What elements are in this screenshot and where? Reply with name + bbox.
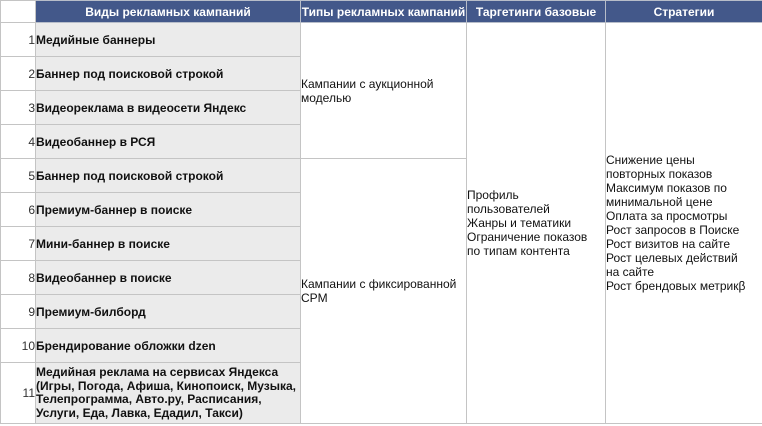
corner-cell — [1, 1, 36, 23]
campaign-kind-cell: Медийная реклама на сервисах Яндекса (Игры, Погода, Афиша, Кинопоиск, Музыка, Телепрограмма, Авто.ру, Расписания, Услуги, Еда, Лавка, Едадил, Такси) — [36, 363, 301, 424]
targeting-cell — [467, 23, 606, 424]
campaign-kind-cell: Брендирование обложки dzen — [36, 329, 301, 363]
campaign-kind-cell: Баннер под поисковой строкой — [36, 159, 301, 193]
strategy-line: Рост запросов в Поиске — [606, 223, 740, 237]
strategy-line: Оплата за просмотры — [606, 209, 728, 223]
row-number: 11 — [1, 363, 36, 424]
row-number: 9 — [1, 295, 36, 329]
header-strategies: Стратегии — [606, 1, 762, 23]
strategy-line: Рост визитов на сайте — [606, 237, 731, 251]
row-number: 8 — [1, 261, 36, 295]
row-number: 4 — [1, 125, 36, 159]
header-row — [1, 1, 762, 23]
type-auction-cell — [301, 23, 467, 159]
strategy-line: минимальной цене — [606, 195, 713, 209]
header-kinds: Виды рекламных кампаний — [36, 1, 301, 23]
strategy-line: повторных показов — [606, 167, 713, 181]
targeting-line: Профиль — [467, 188, 519, 202]
table-row — [1, 23, 762, 57]
strategy-line: Рост целевых действий — [606, 251, 738, 265]
campaign-kind-cell: Медийные баннеры — [36, 23, 301, 57]
type-fixed-line: Кампании с фиксированной — [301, 277, 457, 291]
targeting-line: Ограничение показов — [467, 230, 588, 244]
type-fixed-cell — [301, 159, 467, 424]
strategy-line: Снижение цены — [606, 153, 695, 167]
type-fixed-line: CPM — [301, 291, 328, 305]
targeting-line: пользователей — [467, 202, 550, 216]
strategy-line: на сайте — [606, 265, 655, 279]
row-number: 10 — [1, 329, 36, 363]
row-number: 7 — [1, 227, 36, 261]
type-auction-line: Кампании с аукционной — [301, 76, 434, 91]
row-number: 6 — [1, 193, 36, 227]
header-types: Типы рекламных кампаний — [301, 1, 467, 23]
campaign-kind-cell: Видеобаннер в поиске — [36, 261, 301, 295]
strategy-line: Рост брендовых метрикβ — [606, 279, 746, 293]
campaign-kind-cell: Премиум-баннер в поиске — [36, 193, 301, 227]
targeting-line: Жанры и тематики — [467, 216, 572, 230]
strategy-line: Максимум показов по — [606, 181, 727, 195]
row-number: 2 — [1, 57, 36, 91]
campaign-kind-cell: Баннер под поисковой строкой — [36, 57, 301, 91]
row-number: 3 — [1, 91, 36, 125]
campaign-kind-cell: Видеореклама в видеосети Яндекс — [36, 91, 301, 125]
targeting-line: по типам контента — [467, 244, 570, 258]
campaign-kind-cell: Видеобаннер в РСЯ — [36, 125, 301, 159]
header-targeting: Таргетинги базовые — [467, 1, 606, 23]
campaign-kind-cell: Премиум-билборд — [36, 295, 301, 329]
row-number: 5 — [1, 159, 36, 193]
strategies-cell — [606, 23, 762, 424]
type-auction-line: моделью — [301, 90, 352, 105]
campaign-kind-cell: Мини-баннер в поиске — [36, 227, 301, 261]
row-number: 1 — [1, 23, 36, 57]
